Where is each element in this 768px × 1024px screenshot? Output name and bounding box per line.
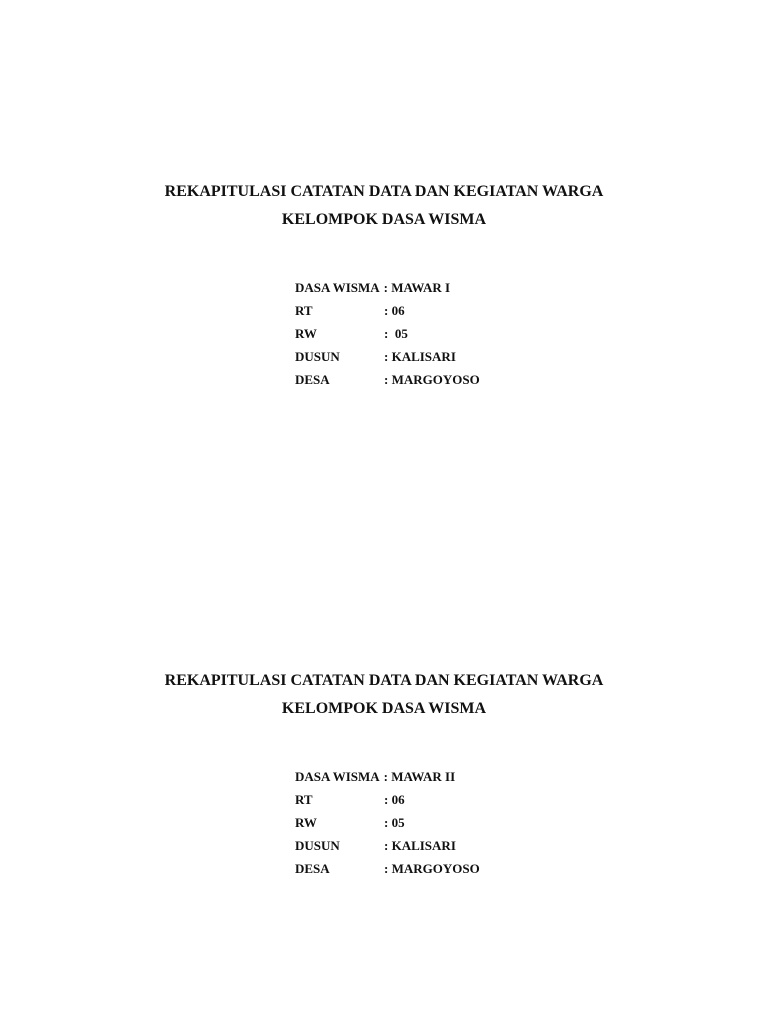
info-row-rt [295,299,480,322]
info-row-desa [295,368,480,391]
rw-value: : 05 [384,326,408,341]
rt-label: RT [295,303,313,318]
info-row-dusun [295,345,480,368]
dasa-wisma-label: DASA WISMA [295,769,380,784]
section-title-line1: REKAPITULASI CATATAN DATA DAN KEGIATAN WARGA [164,183,604,200]
info-row-dusun [295,834,480,857]
dusun-value: : KALISARI [384,349,456,364]
info-row-rw [295,811,480,834]
desa-label: DESA [295,861,330,876]
dasa-wisma-label: DASA WISMA [295,280,380,295]
recap-section-1 [0,178,768,387]
desa-value: : MARGOYOSO [384,861,480,876]
section-title-line2: KELOMPOK DASA WISMA [281,700,487,717]
rw-value: : 05 [384,815,405,830]
recap-section-2 [0,667,768,876]
desa-value: : MARGOYOSO [384,372,480,387]
dasa-wisma-value: : MAWAR I [383,280,451,295]
info-row-dasa-wisma [295,276,480,299]
section-title-line2: KELOMPOK DASA WISMA [281,211,487,228]
info-row-desa [295,857,480,880]
info-block [295,276,480,391]
info-row-rt [295,788,480,811]
rw-label: RW [295,815,317,830]
rw-label: RW [295,326,317,341]
dasa-wisma-value: : MAWAR II [383,769,456,784]
desa-label: DESA [295,372,330,387]
dusun-label: DUSUN [295,838,340,853]
dusun-label: DUSUN [295,349,340,364]
info-row-dasa-wisma [295,765,480,788]
info-row-rw [295,322,480,345]
rt-value: : 06 [384,792,405,807]
dusun-value: : KALISARI [384,838,456,853]
section-title-line1: REKAPITULASI CATATAN DATA DAN KEGIATAN WARGA [164,672,604,689]
rt-label: RT [295,792,313,807]
info-block [295,765,480,880]
rt-value: : 06 [384,303,405,318]
